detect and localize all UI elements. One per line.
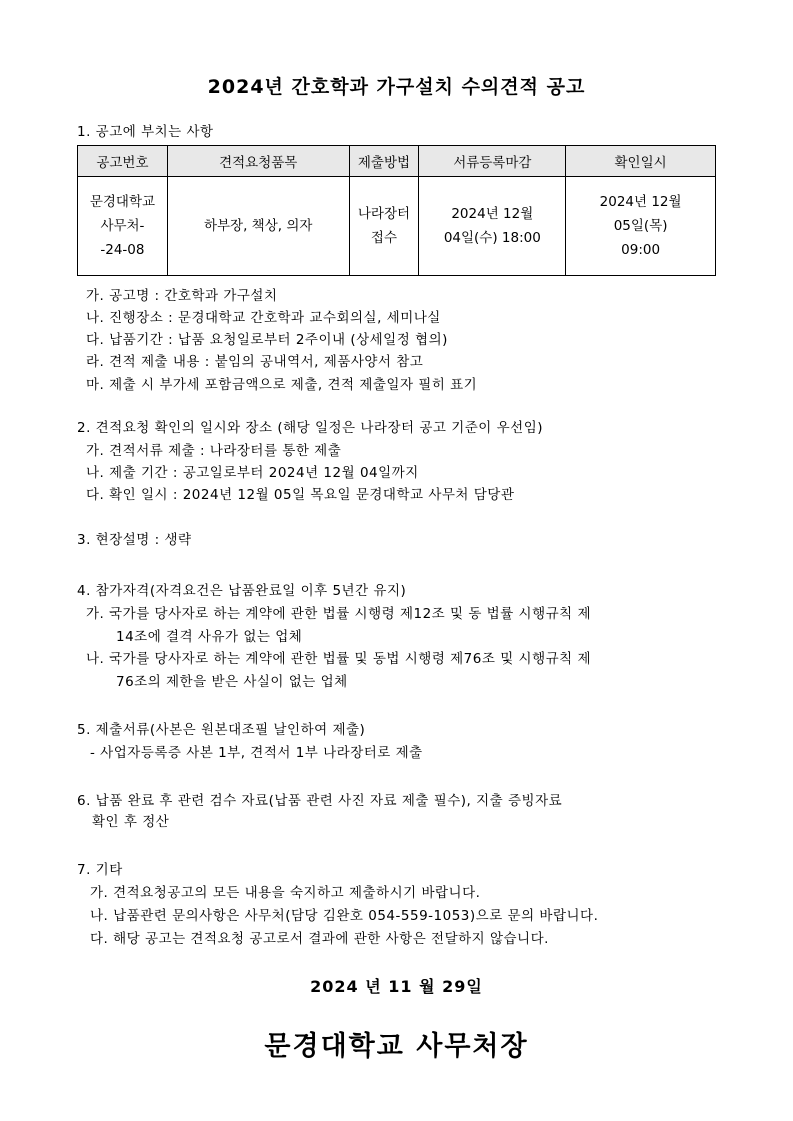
table-header-row: [78, 146, 716, 177]
cell-deadline: [419, 177, 566, 276]
header-notice-number: 공고번호: [78, 146, 168, 177]
cell-line: -24-08: [100, 242, 145, 258]
header-items: 견적요청품목: [167, 146, 349, 177]
cell-line: 사무처-: [100, 218, 145, 234]
cell-line: 하부장, 책상, 의자: [203, 218, 313, 234]
section1-item: 가. 공고명 : 간호학과 가구설치: [86, 288, 278, 304]
section4-item: 가. 국가를 당사자로 하는 계약에 관한 법률 시행령 제12조 및 동 법률 시행규칙 제: [86, 606, 592, 622]
section7-item: 다. 해당 공고는 견적요청 공고로서 결과에 관한 사항은 전달하지 않습니다.: [90, 931, 549, 947]
notice-date: 2024 년 11 월 29일: [310, 977, 483, 996]
signer-name: 문경대학교 사무처장: [264, 1031, 529, 1062]
header-deadline: 서류등록마감: [419, 146, 566, 177]
section3-heading: 3. 현장설명 : 생략: [77, 532, 192, 548]
section1-item: 마. 제출 시 부가세 포함금액으로 제출, 견적 제출일자 필히 표기: [86, 377, 478, 393]
cell-line: 04일(수) 18:00: [443, 230, 541, 246]
cell-submission-method: [349, 177, 419, 276]
cell-items: [167, 177, 349, 276]
cell-line: 05일(목): [613, 218, 668, 234]
cell-line: 09:00: [621, 242, 661, 258]
section1-item: 다. 납품기간 : 납품 요청일로부터 2주이내 (상세일정 협의): [86, 332, 448, 348]
section1-item: 라. 견적 제출 내용 : 붙임의 공내역서, 제품사양서 참고: [86, 354, 424, 370]
cell-line: 접수: [370, 230, 398, 246]
section2-item: 가. 견적서류 제출 : 나라장터를 통한 제출: [86, 443, 342, 459]
section4-item-continuation: 14조에 결격 사유가 없는 업체: [116, 629, 303, 645]
section7-item: 가. 견적요청공고의 모든 내용을 숙지하고 제출하시기 바랍니다.: [90, 885, 481, 901]
section4-heading: 4. 참가자격(자격요건은 납품완료일 이후 5년간 유지): [77, 583, 407, 599]
section4-item-continuation: 76조의 제한을 받은 사실이 없는 업체: [116, 674, 348, 690]
section2-item: 다. 확인 일시 : 2024년 12월 05일 목요일 문경대학교 사무처 담당관: [86, 487, 515, 503]
section2-item: 나. 제출 기간 : 공고일로부터 2024년 12월 04일까지: [86, 465, 419, 481]
header-confirmation-date: 확인일시: [566, 146, 716, 177]
cell-line: 나라장터: [357, 206, 411, 222]
cell-line: 2024년 12월: [599, 194, 682, 210]
cell-line: 문경대학교: [89, 194, 156, 210]
cell-notice-number: [78, 177, 168, 276]
section5-heading: 5. 제출서류(사본은 원본대조필 날인하여 제출): [77, 722, 366, 738]
section7-item: 나. 납품관련 문의사항은 사무처(담당 김완호 054-559-1053)으로 문의 바랍니다.: [90, 908, 599, 924]
section5-item: - 사업자등록증 사본 1부, 견적서 1부 나라장터로 제출: [90, 745, 423, 761]
section7-heading: 7. 기타: [77, 862, 123, 878]
header-submission-method: 제출방법: [349, 146, 419, 177]
section1-heading: 1. 공고에 부치는 사항: [77, 124, 214, 140]
cell-confirmation-date: [566, 177, 716, 276]
table-row: [78, 177, 716, 276]
section4-item: 나. 국가를 당사자로 하는 계약에 관한 법률 및 동법 시행령 제76조 및 시행규칙 제: [86, 651, 592, 667]
cell-line: 2024년 12월: [451, 206, 534, 222]
section1-item: 나. 진행장소 : 문경대학교 간호학과 교수회의실, 세미나실: [86, 310, 441, 326]
bid-info-table: [77, 145, 716, 276]
section6-line: 6. 납품 완료 후 관련 검수 자료(납품 관련 사진 자료 제출 필수), 지출 증빙자료: [77, 793, 563, 809]
document-title: 2024년 간호학과 가구설치 수의견적 공고: [207, 76, 586, 98]
section2-heading: 2. 견적요청 확인의 일시와 장소 (해당 일정은 나라장터 공고 기준이 우선임): [77, 420, 544, 436]
section6-line: 확인 후 정산: [92, 814, 170, 830]
